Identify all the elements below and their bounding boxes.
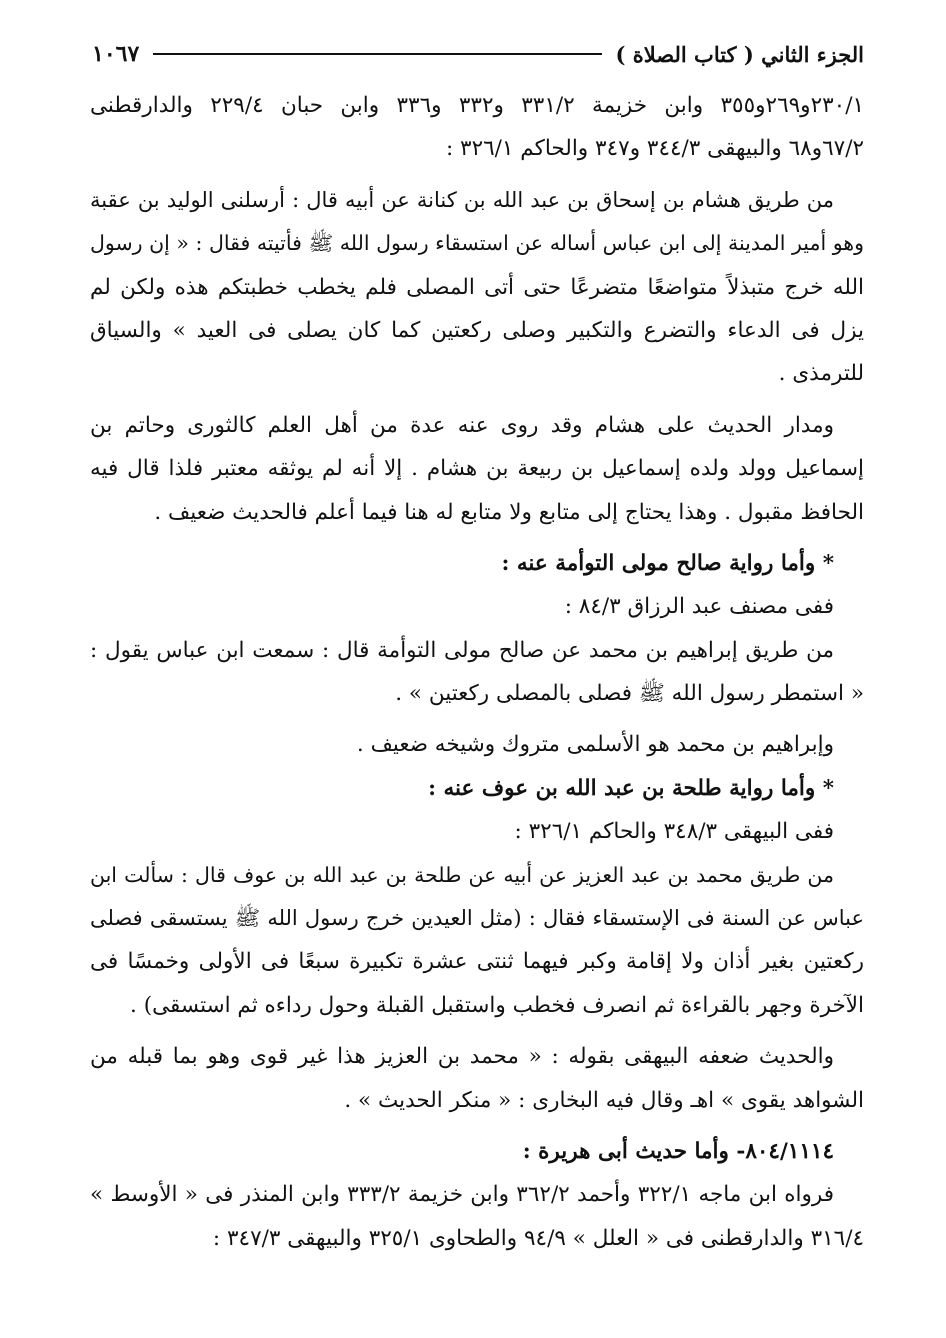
- paragraph-gap: [90, 1027, 864, 1035]
- paragraph-gap: [90, 534, 864, 542]
- paragraph-gap: [90, 715, 864, 723]
- text-line: للترمذى .: [778, 361, 864, 387]
- text-line: فرواه ابن ماجه ٣٢٢/١ وأحمد ٣٦٢/٢ وابن خزيمة ٣٣٣/٢ وابن المنذر فى « الأوسط »: [90, 1182, 835, 1208]
- text-line: ٢٣٠/١و٢٦٩و٣٥٥ وابن خزيمة ٣٣١/٢ و٣٣٢ و٣٣٦ وابن حبان ٢٢٩/٤ والدارقطنى: [90, 93, 864, 118]
- paragraph-gap: [90, 171, 864, 179]
- text-line: الله خرج متبذلاً متواضعًا متضرعًا حتى أتى المصلى فلم يخطب خطبتكم هذه ولكن لم: [90, 274, 864, 300]
- text-line: * وأما رواية طلحة بن عبد الله بن عوف عنه :: [428, 775, 834, 801]
- text-line: الشواهد يقوى » اهـ وقال فيه البخارى : « منكر الحديث » .: [344, 1087, 864, 1113]
- paragraph-gap: [90, 396, 864, 404]
- text-line: إسماعيل وولد ولده إسماعيل بن ربيعة بن هشام . إلا أنه لم يوثقه معتبر فلذا قال فيه: [90, 456, 864, 482]
- text-line: ٣١٦/٤ والدارقطنى فى « العلل » ٩٤/٩ والطحاوى ٣٢٥/١ والبيهقى ٣٤٧/٣ :: [212, 1225, 864, 1251]
- text-line: ففى مصنف عبد الرزاق ٨٤/٣ :: [564, 594, 834, 620]
- text-line: ومدار الحديث على هشام وقد روى عنه عدة من أهل العلم كالثورى وحاتم بن: [90, 412, 834, 438]
- text-line: من طريق هشام بن إسحاق بن عبد الله بن كنانة عن أبيه قال : أرسلنى الوليد بن عقبة: [90, 187, 834, 212]
- paragraph-gap: [90, 1122, 864, 1130]
- text-line: من طريق محمد بن عبد العزيز عن أبيه عن طلحة بن عبد الله بن عوف قال : سألت ابن: [90, 862, 834, 887]
- text-line: * وأما رواية صالح مولى التوأمة عنه :: [501, 550, 834, 576]
- page-number: ١٠٦٧: [92, 41, 140, 67]
- page-body: [90, 84, 864, 1260]
- text-line: وهو أمير المدينة إلى ابن عباس أساله عن استسقاء رسول الله ﷺ فأتيته فقال : « إن رسول: [90, 231, 864, 256]
- text-line: من طريق إبراهيم بن محمد عن صالح مولى التوأمة قال : سمعت ابن عباس يقول :: [90, 637, 834, 663]
- text-line: وإبراهيم بن محمد هو الأسلمى متروك وشيخه ضعيف .: [356, 732, 834, 758]
- text-line: « استمطر رسول الله ﷺ فصلى بالمصلى ركعتين » .: [395, 681, 864, 707]
- text-line: الحافظ مقبول . وهذا يحتاج إلى متابع ولا متابع له هنا فيما أعلم فالحديث ضعيف .: [154, 499, 864, 525]
- text-line: ٨٠٤/١١١٤- وأما حديث أبى هريرة :: [522, 1138, 834, 1164]
- text-line: ففى البيهقى ٣٤٨/٣ والحاكم ٣٢٦/١ :: [514, 819, 834, 845]
- text-line: يزل فى الدعاء والتضرع والتكبير وصلى ركعتين كما كان يصلى فى العيد » والسياق: [90, 317, 864, 343]
- text-line: والحديث ضعفه البيهقى بقوله : « محمد بن العزيز هذا غير قوى وهو بما قبله من: [90, 1044, 834, 1070]
- text-line: ركعتين بغير أذان ولا إقامة وكبر فيهما ثنتى عشرة تكبيرة سبعًا فى الأولى وخمسًا فى: [90, 949, 864, 975]
- running-title: الجزء الثاني ( كتاب الصلاة ): [615, 41, 864, 67]
- page-header: [92, 34, 864, 74]
- header-rule: [153, 53, 601, 55]
- text-line: الآخرة وجهر بالقراءة ثم انصرف فخطب واستقبل القبلة وحول رداءه ثم استسقى) .: [130, 992, 864, 1018]
- text-line: ٦٧/٢و٦٨ والبيهقى ٣٤٤/٣ و٣٤٧ والحاكم ٣٢٦/١ :: [445, 136, 864, 162]
- text-line: عباس عن السنة فى الإستسقاء فقال : (مثل العيدين خرج رسول الله ﷺ يستسقى فصلى: [90, 906, 864, 931]
